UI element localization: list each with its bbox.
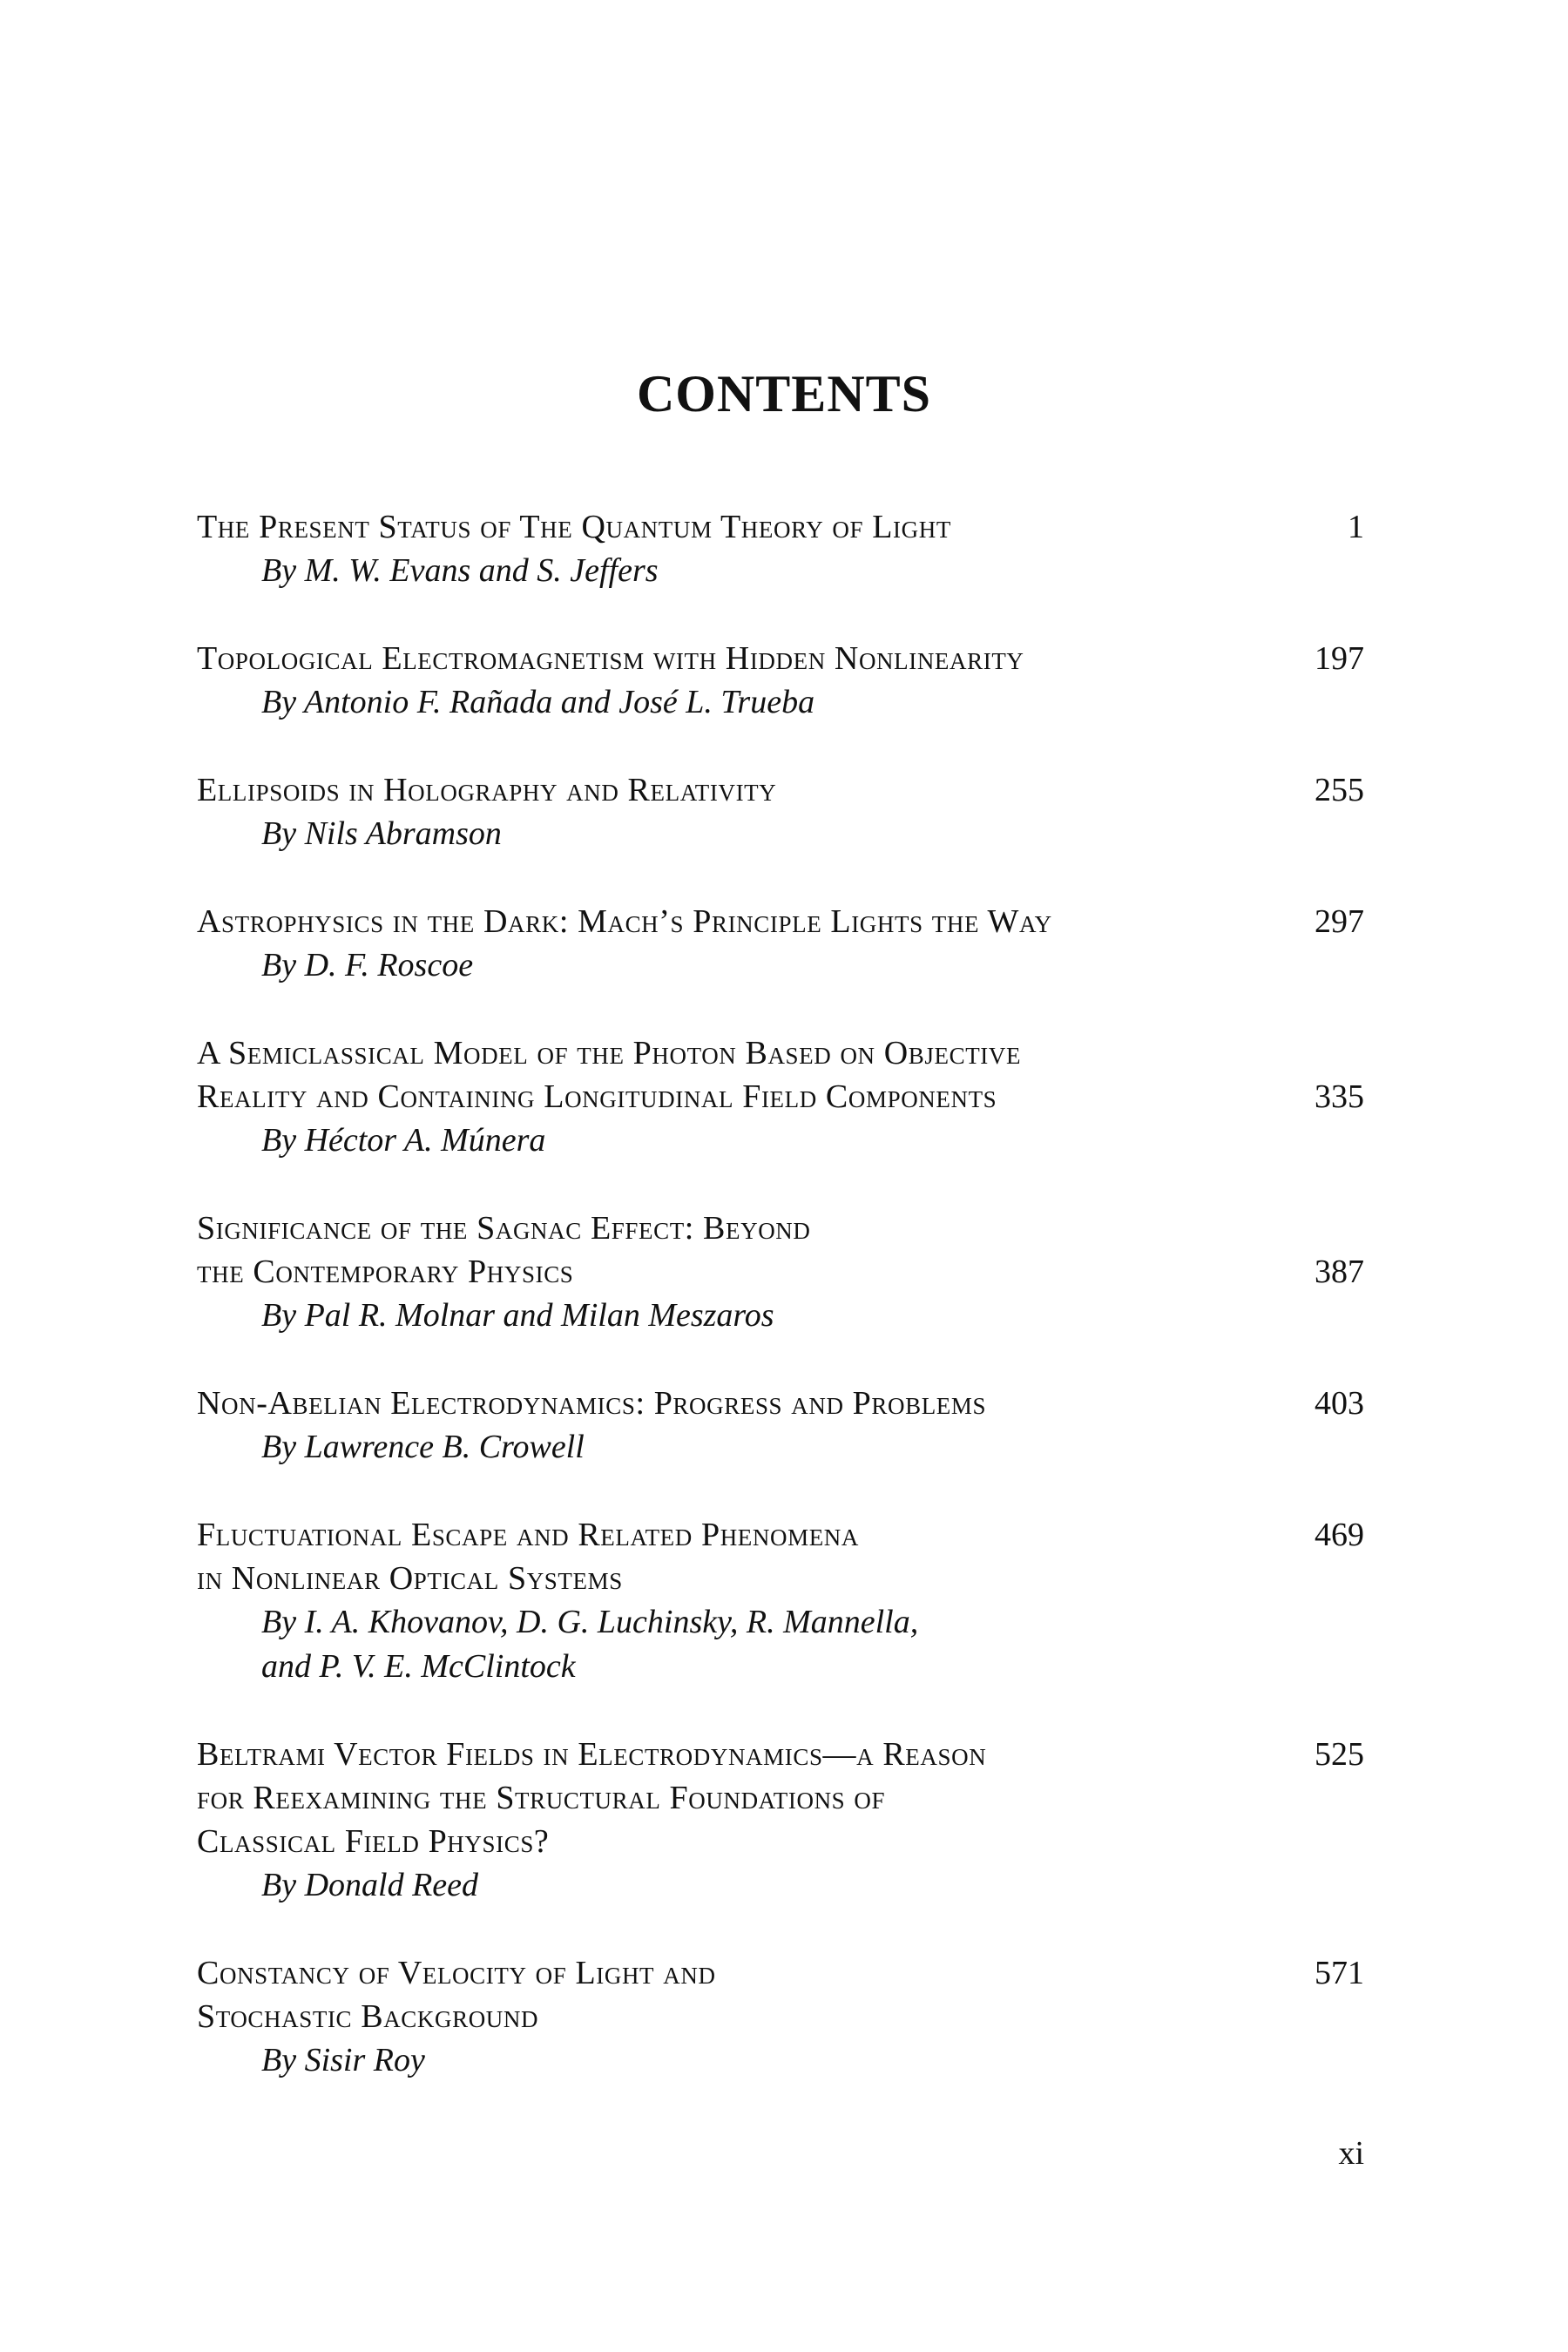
toc-entry-page-number: 387: [1315, 1254, 1364, 1290]
toc-entry-page-number: 1: [1348, 509, 1364, 545]
toc-entry[interactable]: [197, 768, 1364, 856]
toc-entry-title-line: Astrophysics in the Dark: Mach’s Principle Lights the Way: [197, 903, 1052, 940]
toc-entry[interactable]: [197, 1206, 1364, 1338]
toc-entry-authors: By Donald Reed: [261, 1867, 479, 1903]
toc-entry[interactable]: [197, 1031, 1364, 1163]
toc-entry-authors: By Nils Abramson: [261, 815, 502, 852]
toc-entry[interactable]: [197, 900, 1364, 988]
toc-entry-authors: and P. V. E. McClintock: [261, 1648, 576, 1685]
toc-entry[interactable]: [197, 1513, 1364, 1689]
toc-entry[interactable]: [197, 637, 1364, 725]
page-title: CONTENTS: [636, 365, 932, 422]
toc-entry[interactable]: [197, 1733, 1364, 1908]
toc-entry-page-number: 197: [1315, 640, 1364, 677]
toc-entry-authors: By Pal R. Molnar and Milan Meszaros: [261, 1297, 774, 1334]
toc-entry-title-line: Classical Field Physics?: [197, 1823, 550, 1860]
toc-entry-authors: By M. W. Evans and S. Jeffers: [261, 552, 659, 589]
toc-entry-title-line: Stochastic Background: [197, 1998, 539, 2035]
toc-entry-authors: By D. F. Roscoe: [261, 947, 474, 983]
toc-entry-page-number: 403: [1315, 1385, 1364, 1422]
toc-entry-title-line: The Present Status of The Quantum Theory of Light: [197, 509, 951, 545]
toc-entry-title-line: the Contemporary Physics: [197, 1254, 574, 1290]
toc-entry-title-line: A Semiclassical Model of the Photon Based on Objective: [197, 1035, 1022, 1071]
toc-entry-title-line: Reality and Containing Longitudinal Field Components: [197, 1078, 997, 1115]
toc-entry-title-line: Topological Electromagnetism with Hidden Nonlinearity: [197, 640, 1024, 677]
toc-entry-page-number: 525: [1315, 1736, 1364, 1773]
toc-entry-title-line: Fluctuational Escape and Related Phenomena: [197, 1517, 859, 1553]
toc-entry-title-line: Significance of the Sagnac Effect: Beyond: [197, 1210, 811, 1247]
toc-entry-page-number: 571: [1315, 1955, 1364, 1991]
toc-entry-title-line: Beltrami Vector Fields in Electrodynamics—a Reason: [197, 1736, 987, 1773]
toc-entry-title-line: for Reexamining the Structural Foundations of: [197, 1780, 886, 1816]
toc-entry[interactable]: [197, 1951, 1364, 2083]
toc-entry-authors: By Antonio F. Rañada and José L. Trueba: [261, 684, 815, 720]
toc-entry-authors: By I. A. Khovanov, D. G. Luchinsky, R. Mannella,: [261, 1604, 919, 1640]
toc-entry-authors: By Héctor A. Múnera: [261, 1122, 546, 1159]
toc-entry-authors: By Sisir Roy: [261, 2042, 425, 2078]
toc-entry-page-number: 255: [1315, 772, 1364, 808]
toc-entry[interactable]: [197, 1382, 1364, 1470]
toc-entry-title-line: Constancy of Velocity of Light and: [197, 1955, 716, 1991]
toc-entry-page-number: 469: [1315, 1517, 1364, 1553]
toc-entry-title-line: Non-Abelian Electrodynamics: Progress and Problems: [197, 1385, 987, 1422]
toc-entry-authors: By Lawrence B. Crowell: [261, 1429, 585, 1465]
toc-entry-page-number: 297: [1315, 903, 1364, 940]
page-folio: xi: [1338, 2135, 1364, 2172]
toc-entry[interactable]: [197, 505, 1364, 593]
toc-entry-page-number: 335: [1315, 1078, 1364, 1115]
toc-list: [197, 505, 1364, 2126]
toc-entry-title-line: Ellipsoids in Holography and Relativity: [197, 772, 777, 808]
toc-entry-title-line: in Nonlinear Optical Systems: [197, 1560, 623, 1597]
